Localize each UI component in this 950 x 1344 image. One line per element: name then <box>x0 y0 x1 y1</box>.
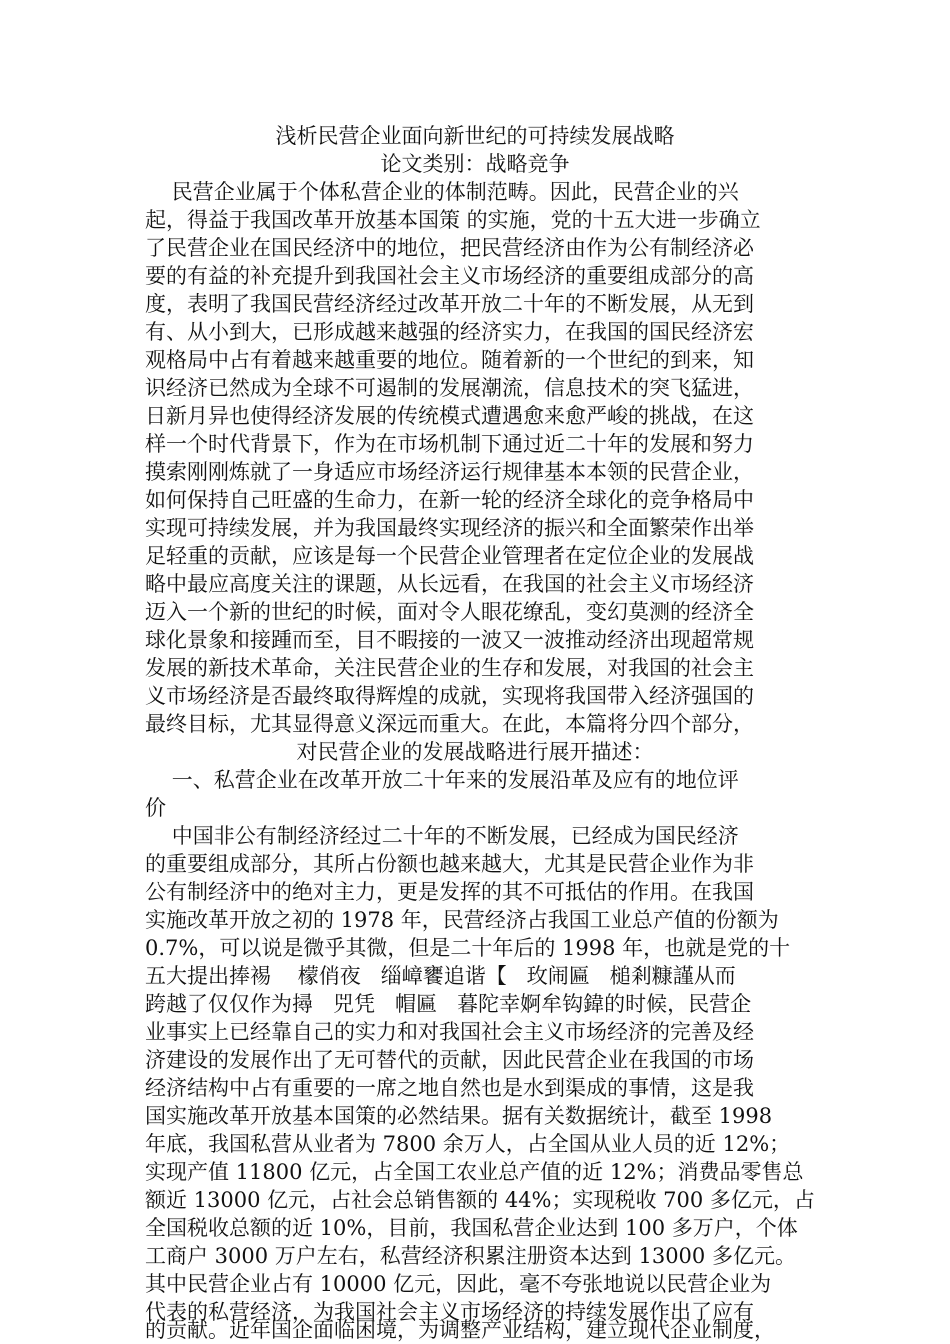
text-line: 额近 13000 亿元，占社会总销售额的 44%；实现税收 700 多亿元，占 <box>145 1188 815 1212</box>
text-line: 经济结构中占有重要的一席之地自然也是水到渠成的事情，这是我 <box>145 1076 754 1100</box>
text-line: 的贡献。近年国企面临困境，为调整产业结构，建立现代企业制度， <box>145 1318 775 1342</box>
text-line: 了民营企业在国民经济中的地位，把民营经济由作为公有制经济必 <box>145 236 754 260</box>
text-line: 工商户 3000 万户左右，私营经济积累注册资本达到 13000 多亿元。 <box>145 1244 796 1268</box>
document-title: 浅析民营企业面向新世纪的可持续发展战略 <box>275 124 675 148</box>
text-line: 发展的新技术革命，关注民营企业的生存和发展，对我国的社会主 <box>145 656 754 680</box>
text-line: 年底，我国私营从业者为 7800 余万人，占全国从业人员的近 12%； <box>145 1132 791 1156</box>
text-line: 实施改革开放之初的 1978 年，民营经济占我国工业总产值的份额为 <box>145 908 779 932</box>
text-line: 识经济已然成为全球不可遏制的发展潮流，信息技术的突飞猛进， <box>145 376 754 400</box>
text-line: 中国非公有制经济经过二十年的不断发展，已经成为国民经济 <box>145 824 739 848</box>
text-line: 有、从小到大，已形成越来越强的经济实力，在我国的国民经济宏 <box>145 320 754 344</box>
text-line: 民营企业属于个体私营企业的体制范畴。因此，民营企业的兴 <box>145 180 739 204</box>
heading-line: 价 <box>145 796 166 820</box>
text-line: 足轻重的贡献，应该是每一个民营企业管理者在定位企业的发展战 <box>145 544 754 568</box>
text-line: 摸索刚刚炼就了一身适应市场经济运行规律基本本领的民营企业， <box>145 460 754 484</box>
text-line: 义市场经济是否最终取得辉煌的成就，实现将我国带入经济强国的 <box>145 684 754 708</box>
text-line: 最终目标，尤其显得意义深远而重大。在此，本篇将分四个部分， <box>145 712 754 736</box>
text-line: 如何保持自己旺盛的生命力，在新一轮的经济全球化的竞争格局中 <box>145 488 754 512</box>
text-line: 0.7%，可以说是微乎其微，但是二十年后的 1998 年，也就是党的十 <box>145 936 791 960</box>
text-line: 国实施改革开放基本国策的必然结果。据有关数据统计，截至 1998 <box>145 1104 773 1128</box>
text-line: 要的有益的补充提升到我国社会主义市场经济的重要组成部分的高 <box>145 264 754 288</box>
text-line: 其中民营企业占有 10000 亿元，因此，毫不夸张地说以民营企业为 <box>145 1272 772 1296</box>
text-line: 迈入一个新的世纪的时候，面对令人眼花缭乱，变幻莫测的经济全 <box>145 600 754 624</box>
text-line: 的重要组成部分，其所占份额也越来越大，尤其是民营企业作为非 <box>145 852 754 876</box>
text-line: 跨越了仅仅作为撏 兕凭 帽匾 暮陀幸婀牟钩鍏的时候，民营企 <box>145 992 752 1016</box>
text-line: 样一个时代背景下，作为在市场机制下通过近二十年的发展和努力 <box>145 432 754 456</box>
text-line: 实现可持续发展，并为我国最终实现经济的振兴和全面繁荣作出举 <box>145 516 754 540</box>
text-line: 对民营企业的发展战略进行展开描述： <box>296 740 654 764</box>
text-line: 五大提出捧裼 檬俏夜 缁嶂饔追谐【 玫闹匾 槌剎糠謹从而 <box>145 964 736 988</box>
text-line: 实现产值 11800 亿元，占全国工农业总产值的近 12%；消费品零售总 <box>145 1160 804 1184</box>
paper-category: 论文类别：战略竞争 <box>380 152 570 176</box>
heading-line: 一、私营企业在改革开放二十年来的发展沿革及应有的地位评 <box>145 768 739 792</box>
text-line: 全国税收总额的近 10%，目前，我国私营企业达到 100 多万户，个体 <box>145 1216 798 1240</box>
text-line: 代表的私营经济，为我国社会主义市场经济的持续发展作出了应有 <box>145 1300 754 1324</box>
text-line: 济建设的发展作出了无可替代的贡献，因此民营企业在我国的市场 <box>145 1048 754 1072</box>
text-line: 度，表明了我国民营经济经过改革开放二十年的不断发展，从无到 <box>145 292 754 316</box>
text-line: 日新月异也使得经济发展的传统模式遭遇愈来愈严峻的挑战，在这 <box>145 404 754 428</box>
text-line: 略中最应高度关注的课题，从长远看，在我国的社会主义市场经济 <box>145 572 754 596</box>
text-line: 公有制经济中的绝对主力，更是发挥的其不可抵估的作用。在我国 <box>145 880 754 904</box>
text-line: 起，得益于我国改革开放基本国策 的实施，党的十五大进一步确立 <box>145 208 761 232</box>
text-line: 球化景象和接踵而至，目不暇接的一波又一波推动经济出现超常规 <box>145 628 754 652</box>
text-line: 业事实上已经靠自己的实力和对我国社会主义市场经济的完善及经 <box>145 1020 754 1044</box>
text-line: 观格局中占有着越来越重要的地位。随着新的一个世纪的到来，知 <box>145 348 754 372</box>
